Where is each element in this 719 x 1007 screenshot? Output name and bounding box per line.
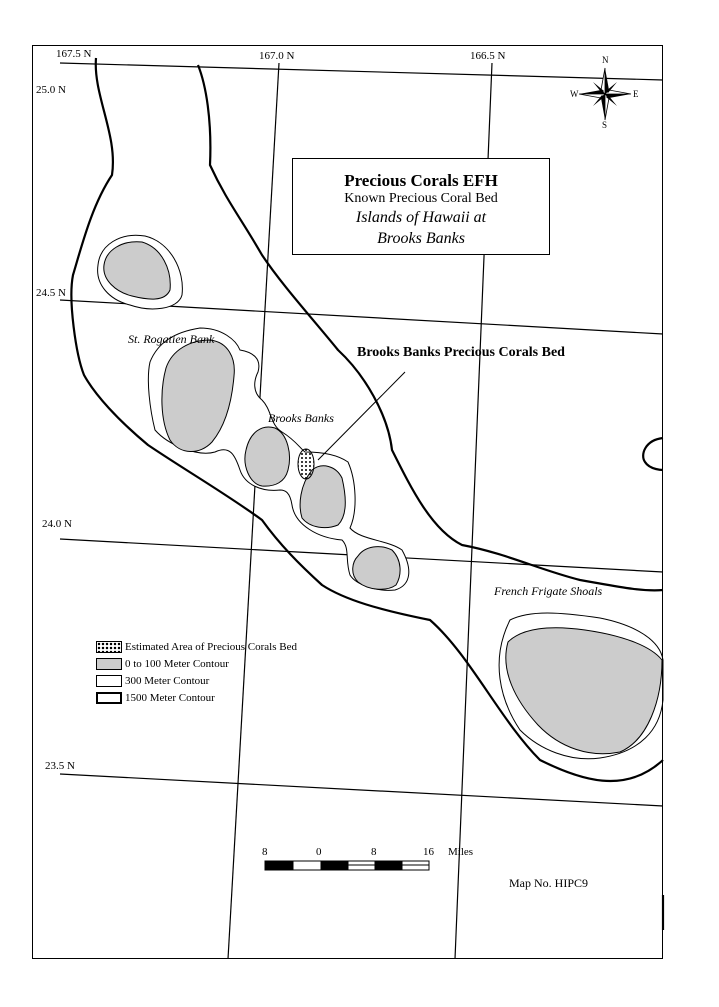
place-label-st-rogatien: St. Rogatien Bank xyxy=(128,332,215,346)
latitude-label-25-0: 25.0 N xyxy=(36,84,66,96)
legend-label: 0 to 100 Meter Contour xyxy=(125,657,229,670)
scale-tick-label: 16 xyxy=(423,846,434,858)
legend-label: 1500 Meter Contour xyxy=(125,691,215,704)
place-label-french-frigate: French Frigate Shoals xyxy=(494,584,603,598)
scale-unit-label: Miles xyxy=(448,846,474,858)
legend-label: 300 Meter Contour xyxy=(125,674,210,687)
legend-swatch-coral-bed xyxy=(96,641,122,653)
scale-tick-label: 0 xyxy=(316,846,322,858)
latitude-line-23-5 xyxy=(60,774,663,806)
compass-s-label: S xyxy=(602,120,608,130)
longitude-line-167-0 xyxy=(228,63,279,959)
longitude-label-166-5: 166.5 N xyxy=(470,50,506,62)
latitude-label-24-5: 24.5 N xyxy=(36,287,66,299)
legend-swatch-0-100m xyxy=(96,658,122,670)
longitude-label-167-0: 167.0 N xyxy=(259,50,295,62)
latitude-line-25-0 xyxy=(60,63,663,80)
legend-item xyxy=(96,689,297,706)
legend-swatch-1500m xyxy=(96,692,122,704)
scale-bar xyxy=(265,861,429,870)
map-title: Precious Corals EFH xyxy=(344,171,498,190)
longitude-label-167-5: 167.5 N xyxy=(56,48,92,60)
compass-e-label: E xyxy=(633,89,639,99)
scale-tick-label: 8 xyxy=(371,846,377,858)
map-title-line4: Brooks Banks xyxy=(377,230,465,247)
map-legend xyxy=(96,638,297,706)
legend-item xyxy=(96,655,297,672)
scale-tick-label: 8 xyxy=(262,846,268,858)
latitude-label-23-5: 23.5 N xyxy=(45,760,75,772)
latitude-label-24-0: 24.0 N xyxy=(42,518,72,530)
map-title-box xyxy=(292,158,550,255)
compass-rose-icon xyxy=(579,68,631,120)
legend-item xyxy=(96,638,297,655)
legend-swatch-300m xyxy=(96,675,122,687)
precious-coral-bed xyxy=(298,449,314,479)
compass-w-label: W xyxy=(570,89,579,99)
map-number: Map No. HIPC9 xyxy=(509,876,589,890)
bed-label: Brooks Banks Precious Corals Bed xyxy=(357,345,565,360)
map-title-line3: Islands of Hawaii at xyxy=(355,209,487,226)
place-label-brooks-banks: Brooks Banks xyxy=(268,411,334,425)
legend-label: Estimated Area of Precious Corals Bed xyxy=(125,640,297,653)
map-subtitle: Known Precious Coral Bed xyxy=(344,191,498,206)
legend-item xyxy=(96,672,297,689)
compass-n-label: N xyxy=(602,55,609,65)
